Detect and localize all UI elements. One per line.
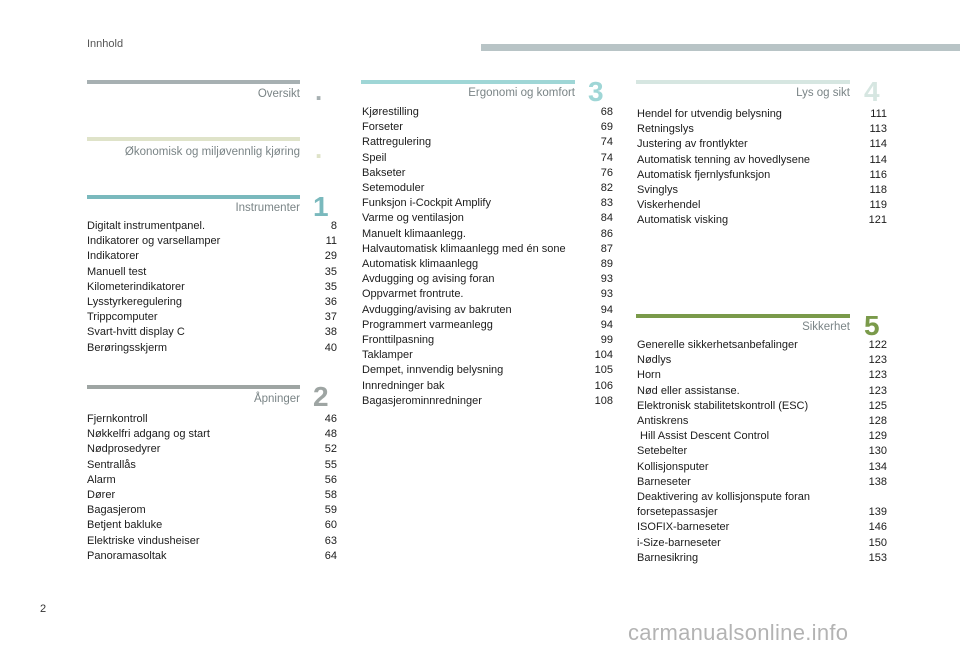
toc-entry-page: 153 xyxy=(868,551,887,564)
oversikt-bar xyxy=(87,80,300,84)
toc-entry[interactable] xyxy=(362,196,613,211)
toc-entry[interactable] xyxy=(637,399,887,414)
toc-entry-title: Nødlys xyxy=(637,354,672,367)
toc-entry[interactable] xyxy=(87,503,337,518)
toc-entry[interactable] xyxy=(87,310,337,325)
toc-entry-page: 94 xyxy=(600,303,613,316)
toc-entry-page: 8 xyxy=(330,220,337,232)
toc-entry[interactable] xyxy=(87,534,337,549)
toc-entry-title: Bagasjerom xyxy=(87,504,146,517)
toc-entry[interactable] xyxy=(87,219,337,234)
toc-entry[interactable] xyxy=(362,181,613,196)
oversikt-marker: . xyxy=(315,76,323,106)
toc-entry-title: Forseter xyxy=(362,121,403,134)
apninger-list xyxy=(87,412,337,564)
toc-entry[interactable] xyxy=(87,427,337,442)
toc-entry-title: Programmert varmeanlegg xyxy=(362,318,493,331)
toc-entry-title: ISOFIX-barneseter xyxy=(637,521,730,534)
toc-entry-page: 46 xyxy=(324,413,337,425)
ergonomi-title[interactable]: Ergonomi og komfort xyxy=(468,87,575,99)
toc-entry-page: 36 xyxy=(324,296,337,309)
toc-entry-page: 123 xyxy=(868,354,887,367)
toc-entry-title: Avdugging og avising foran xyxy=(362,273,495,286)
toc-entry[interactable] xyxy=(362,333,613,348)
toc-entry-title: Lysstyrkeregulering xyxy=(87,296,182,309)
toc-entry-title: Setemoduler xyxy=(362,182,425,195)
toc-entry-page: 123 xyxy=(868,384,887,397)
toc-entry-page: 52 xyxy=(324,443,337,456)
toc-entry-page: 40 xyxy=(324,341,337,354)
toc-entry-title: Barnesikring xyxy=(637,551,699,564)
toc-entry[interactable] xyxy=(87,265,337,280)
toc-entry[interactable] xyxy=(87,325,337,340)
toc-entry-page: 93 xyxy=(600,288,613,301)
okonomisk-title[interactable]: Økonomisk og miljøvennlig kjøring xyxy=(124,146,300,158)
toc-entry-title: Automatisk visking xyxy=(637,214,729,227)
toc-entry[interactable] xyxy=(637,183,887,198)
page-number: 2 xyxy=(40,603,47,615)
toc-entry-title: Bakseter xyxy=(362,166,406,179)
toc-entry-title: Nød eller assistanse. xyxy=(637,384,740,397)
toc-entry-page: 122 xyxy=(868,339,887,351)
toc-entry[interactable] xyxy=(87,549,337,564)
toc-entry[interactable] xyxy=(637,168,887,183)
toc-entry-page: 83 xyxy=(600,197,613,210)
toc-entry-page: 89 xyxy=(600,258,613,271)
toc-entry-page: 55 xyxy=(324,458,337,471)
ergonomi-number: 3 xyxy=(588,76,604,107)
toc-entry-page: 113 xyxy=(869,123,887,136)
toc-entry-page: 64 xyxy=(324,549,337,562)
toc-entry[interactable] xyxy=(87,458,337,473)
toc-entry-page: 108 xyxy=(594,394,613,407)
toc-entry[interactable] xyxy=(362,318,613,333)
header-bar xyxy=(481,44,960,51)
toc-entry-title: Automatisk fjernlysfunksjon xyxy=(637,168,771,181)
toc-entry-page: 94 xyxy=(600,318,613,331)
toc-entry-title: Elektriske vindusheiser xyxy=(87,534,200,547)
toc-entry[interactable] xyxy=(87,488,337,503)
sikkerhet-list xyxy=(637,338,887,566)
toc-entry-title: Antiskrens xyxy=(637,415,689,428)
toc-entry[interactable] xyxy=(362,105,613,120)
toc-entry-page: 37 xyxy=(324,311,337,324)
toc-entry-page: 146 xyxy=(868,521,887,534)
toc-entry-page: 56 xyxy=(324,473,337,486)
toc-entry-title: Fjernkontroll xyxy=(87,413,148,425)
toc-entry[interactable] xyxy=(87,341,337,356)
toc-entry[interactable] xyxy=(637,213,887,228)
toc-entry[interactable] xyxy=(637,353,887,368)
toc-entry[interactable] xyxy=(87,249,337,264)
toc-entry[interactable] xyxy=(637,551,887,566)
toc-entry-page: 74 xyxy=(600,151,613,164)
toc-entry-page: 105 xyxy=(594,364,613,377)
toc-entry-page: 82 xyxy=(600,182,613,195)
toc-entry[interactable] xyxy=(637,490,887,520)
toc-entry-title: Kollisjonsputer xyxy=(637,460,709,473)
toc-entry[interactable] xyxy=(637,520,887,535)
watermark: carmanualsonline.info xyxy=(628,620,849,645)
header-label: Innhold xyxy=(87,38,124,50)
toc-entry[interactable] xyxy=(637,475,887,490)
toc-entry-page: 68 xyxy=(600,106,613,118)
toc-entry-page: 114 xyxy=(869,138,887,151)
toc-entry[interactable] xyxy=(362,120,613,135)
toc-entry-title: i-Size-barneseter xyxy=(637,536,721,549)
okonomisk-bar xyxy=(87,137,300,141)
lys-title[interactable]: Lys og sikt xyxy=(796,87,850,99)
toc-entry-page: 116 xyxy=(869,168,887,181)
toc-entry[interactable] xyxy=(87,295,337,310)
toc-entry[interactable] xyxy=(87,473,337,488)
toc-entry-page: 74 xyxy=(600,136,613,149)
toc-entry-page: 38 xyxy=(324,326,337,339)
toc-entry[interactable] xyxy=(637,384,887,399)
toc-entry[interactable] xyxy=(637,122,887,137)
toc-entry-title: Sentrallås xyxy=(87,458,136,471)
toc-entry-title: Avdugging/avising av bakruten xyxy=(362,303,512,316)
toc-entry-title: Dempet, innvendig belysning xyxy=(362,364,504,377)
toc-entry-page: 76 xyxy=(600,166,613,179)
toc-entry-title: Manuelt klimaanlegg. xyxy=(362,227,466,240)
toc-entry[interactable] xyxy=(87,412,337,427)
toc-entry-page: 59 xyxy=(324,504,337,517)
toc-entry[interactable] xyxy=(362,166,613,181)
instrumenter-bar xyxy=(87,195,300,199)
toc-entry[interactable] xyxy=(637,368,887,383)
toc-entry-page: 138 xyxy=(868,475,887,488)
toc-entry-title: Speil xyxy=(362,151,387,164)
toc-entry-title: Setebelter xyxy=(637,445,688,458)
toc-entry-title: Rattregulering xyxy=(362,136,432,149)
toc-entry[interactable] xyxy=(637,338,887,353)
toc-entry-page: 130 xyxy=(868,445,887,458)
toc-entry-page: 134 xyxy=(868,460,887,473)
toc-entry[interactable] xyxy=(362,363,613,378)
toc-entry-page: 114 xyxy=(869,153,887,166)
sikkerhet-title[interactable]: Sikkerhet xyxy=(802,321,850,333)
toc-entry-page: 106 xyxy=(594,379,613,392)
toc-entry[interactable] xyxy=(362,303,613,318)
toc-entry[interactable] xyxy=(637,153,887,168)
instrumenter-list xyxy=(87,219,337,356)
toc-entry-page: 128 xyxy=(868,415,887,428)
lys-list xyxy=(637,107,887,229)
toc-entry[interactable] xyxy=(362,211,613,226)
toc-entry-page: 87 xyxy=(600,242,613,255)
toc-entry-title: Panoramasoltak xyxy=(87,549,167,562)
ergonomi-bar xyxy=(361,80,575,84)
toc-entry-title: Manuell test xyxy=(87,265,147,278)
toc-entry-page: 111 xyxy=(870,108,887,120)
toc-entry-title: Varme og ventilasjon xyxy=(362,212,464,225)
toc-entry-title: Svinglys xyxy=(637,184,678,197)
toc-entry-page: 60 xyxy=(324,519,337,532)
toc-entry-title: Automatisk klimaanlegg xyxy=(362,258,479,271)
toc-entry-page: 125 xyxy=(868,399,887,412)
toc-entry-title: Deaktivering av kollisjonspute foran forsetepassasjer xyxy=(637,491,811,519)
toc-entry-title: Elektronisk stabilitetskontroll (ESC) xyxy=(637,399,809,412)
toc-entry[interactable] xyxy=(362,272,613,287)
toc-entry[interactable] xyxy=(637,198,887,213)
toc-entry-page: 58 xyxy=(324,489,337,502)
sikkerhet-number: 5 xyxy=(864,310,880,341)
toc-entry-page: 99 xyxy=(600,334,613,347)
toc-entry-title: Digitalt instrumentpanel. xyxy=(87,220,206,232)
toc-entry[interactable] xyxy=(87,280,337,295)
toc-entry-title: Indikatorer xyxy=(87,250,139,263)
toc-entry-title: Viskerhendel xyxy=(637,199,701,212)
instrumenter-title[interactable]: Instrumenter xyxy=(235,202,300,214)
toc-entry-title: Kilometerindikatorer xyxy=(87,280,185,293)
toc-entry[interactable] xyxy=(362,257,613,272)
toc-entry[interactable] xyxy=(362,348,613,363)
oversikt-title[interactable]: Oversikt xyxy=(257,88,300,100)
toc-entry-page: 11 xyxy=(325,235,337,248)
lys-bar xyxy=(636,80,850,84)
toc-entry-page: 84 xyxy=(600,212,613,225)
toc-entry-title: Innredninger bak xyxy=(362,379,445,392)
toc-entry-page: 129 xyxy=(868,430,887,443)
toc-entry-title: Hill Assist Descent Control xyxy=(637,430,770,443)
toc-entry[interactable] xyxy=(637,137,887,152)
toc-entry-page: 63 xyxy=(324,534,337,547)
toc-entry[interactable] xyxy=(87,234,337,249)
toc-entry-page: 104 xyxy=(594,349,613,362)
apninger-title[interactable]: Åpninger xyxy=(253,393,300,405)
toc-entry-title: Svart-hvitt display C xyxy=(87,326,185,339)
toc-entry-title: Betjent bakluke xyxy=(87,519,163,532)
toc-entry-page: 123 xyxy=(868,369,887,382)
toc-entry[interactable] xyxy=(362,379,613,394)
sikkerhet-bar xyxy=(636,314,850,318)
toc-entry-page: 121 xyxy=(868,214,887,227)
toc-entry-title: Horn xyxy=(637,369,661,382)
toc-entry-title: Funksjon i-Cockpit Amplify xyxy=(362,197,491,210)
toc-entry-page: 29 xyxy=(324,250,337,263)
toc-entry[interactable] xyxy=(362,394,613,409)
toc-entry[interactable] xyxy=(637,460,887,475)
lys-number: 4 xyxy=(864,76,880,107)
toc-entry[interactable] xyxy=(637,444,887,459)
ergonomi-list xyxy=(362,105,613,409)
toc-entry[interactable] xyxy=(637,414,887,429)
toc-entry-title: Oppvarmet frontrute. xyxy=(362,288,464,301)
toc-entry[interactable] xyxy=(362,135,613,150)
toc-entry-page: 48 xyxy=(324,428,337,441)
toc-entry-page: 35 xyxy=(324,280,337,293)
toc-entry[interactable] xyxy=(362,151,613,166)
toc-entry-title: Barneseter xyxy=(637,475,691,488)
toc-entry-title: Trippcomputer xyxy=(87,311,158,324)
apninger-bar xyxy=(87,385,300,389)
toc-entry-title: Dører xyxy=(87,489,116,502)
toc-entry[interactable] xyxy=(362,242,613,257)
toc-entry-title: Halvautomatisk klimaanlegg med én sone xyxy=(362,242,566,255)
instrumenter-number: 1 xyxy=(313,191,329,222)
toc-entry-page: 35 xyxy=(324,265,337,278)
toc-entry-title: Alarm xyxy=(87,473,116,486)
toc-entry[interactable] xyxy=(87,518,337,533)
toc-entry[interactable] xyxy=(637,536,887,551)
toc-entry-page: 119 xyxy=(869,199,887,212)
toc-entry-page: 86 xyxy=(600,227,613,240)
toc-entry[interactable] xyxy=(362,227,613,242)
toc-entry-title: Fronttilpasning xyxy=(362,334,435,347)
toc-entry-title: Nøkkelfri adgang og start xyxy=(87,428,210,441)
toc-entry-page: 150 xyxy=(868,536,887,549)
toc-entry-page: 69 xyxy=(600,121,613,134)
toc-entry-title: Automatisk tenning av hovedlysene xyxy=(637,153,811,166)
toc-entry[interactable] xyxy=(637,107,887,122)
toc-entry[interactable] xyxy=(637,429,887,444)
toc-entry-title: Indikatorer og varsellamper xyxy=(87,235,221,248)
toc-entry-title: Kjørestilling xyxy=(362,106,419,118)
toc-entry-title: Nødprosedyrer xyxy=(87,443,161,456)
okonomisk-marker: . xyxy=(315,134,323,164)
toc-entry-page: 93 xyxy=(600,273,613,286)
toc-entry-title: Berøringsskjerm xyxy=(87,341,168,354)
toc-entry-title: Justering av frontlykter xyxy=(637,138,748,151)
toc-entry-page: 118 xyxy=(869,184,887,197)
apninger-number: 2 xyxy=(313,381,329,412)
toc-entry-title: Hendel for utvendig belysning xyxy=(637,108,782,120)
toc-entry-title: Bagasjerominnredninger xyxy=(362,394,482,407)
toc-entry-title: Taklamper xyxy=(362,349,413,362)
toc-entry-title: Retningslys xyxy=(637,123,694,136)
toc-entry-page: 139 xyxy=(868,506,887,519)
toc-entry[interactable] xyxy=(87,442,337,457)
toc-entry-title: Generelle sikkerhetsanbefalinger xyxy=(637,339,798,351)
toc-entry[interactable] xyxy=(362,287,613,302)
